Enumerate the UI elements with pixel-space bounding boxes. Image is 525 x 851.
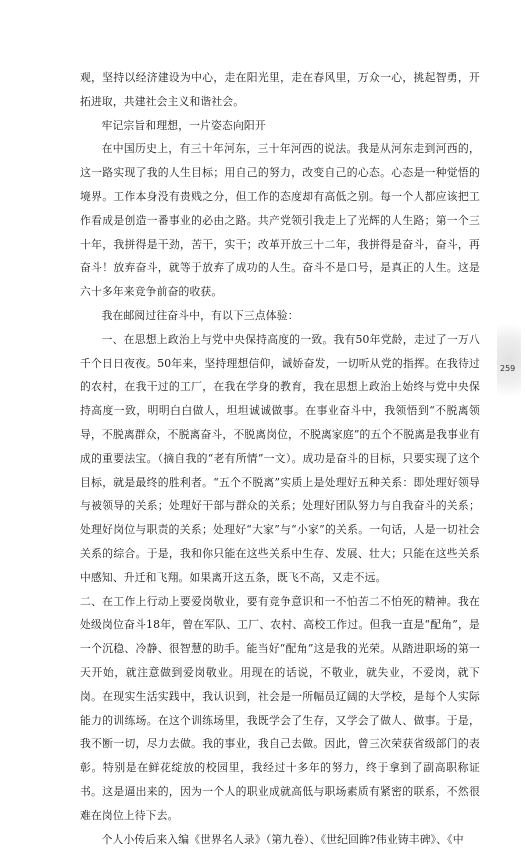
paragraph-point-one: 一、在思想上政治上与党中央保持高度的一致。我有50年党龄，走过了一万八千个日日夜夜。50年来，坚持理想信仰，诚娇奋发，一切听从党的指挥。在我待过的农村，在我干过的工厂，在我在学身的教育，我在思想上政治上始终与党中央保持高度一致，明明白白做人，坦坦诚诚做事。在事业奋斗中，我领悟到“不脱离领导，不脱离群众，不脱离奋斗，不脱离岗位，不脱离家庭”的五个不脱离是我事业有成的重要法宝。（摘自我的“老有所情”一文）。成功是奋斗的目标，只要实现了这个目标，就是最终的胜利者。“五个不脱离”实质上是处理好五种关系：即处理好领导与被领导的关系；处理好干部与群众的关系；处理好团队努力与自我奋斗的关系；处理好岗位与职责的关系；处理好“大家”与“小家”的关系。一句话，人是一切社会关系的综合。于是，我和你只能在这些关系中生存、发展、壮大；只能在这些关系中感知、升迁和飞翔。如果离开这五条，既飞不高，又走不远。 bbox=[80, 328, 480, 590]
paragraph: 在中国历史上，有三十年河东，三十年河西的说法。我是从河东走到河西的，这一路实现了我的人生目标；用自己的努力，改变自己的心态。心态是一种觉悟的境界。工作本身没有贵贱之分，但工作的态度却有高低之别。每一个人都应该把工作看成是创造一番事业的必由之路。共产党领引我走上了光辉的人生路；第一个三十年，我拼得是干劲，苦干，实干；改革开放三十二年，我拼得是奋斗，奋斗，再奋斗！放弃奋斗，就等于放弃了成功的人生。奋斗不是口号，是真正的人生。这是六十多年来竞争前奋的收获。 bbox=[80, 137, 480, 304]
paragraph: 我在邮阅过往奋斗中，有以下三点体验： bbox=[80, 304, 480, 328]
paragraph: 个人小传后来入编《世界名人录》（第九卷）、《世纪回眸?伟业铸丰碑》、《中 bbox=[80, 828, 480, 851]
page-edge-tab bbox=[497, 312, 521, 408]
paragraph-point-two: 二、在工作上行动上要爱岗敬业，要有竞争意识和一不怕苦二不怕死的精神。我在处级岗位奋斗18年，曾在军队、工厂、农村、高校工作过。但我一直是“配角”，是一个沉稳、冷静、很智慧的助手。能当好“配角”这是我的光荣。从踏进职场的第一天开始，就注意做到爱岗敬业。用现在的话说，不敬业，就失业，不爱岗，就下岗。在现实生活实践中，我认识到，社会是一所幅员辽阔的大学校，是每个人实际能力的训练场。在这个训练场里，我既学会了生存，又学会了做人、做事。于是，我不断一切，尽力去做。我的事业，我自己去做。因此，曾三次荣获省级部门的表彰。特别是在鲜花绽放的校园里，我经过十多年的努力，终于拿到了副高职称证书。这是逼出来的，因为一个人的职业成就高低与职场素质有紧密的联系，不然很难在岗位上待下去。 bbox=[80, 590, 480, 828]
page-number: 259 bbox=[500, 364, 515, 373]
section-heading: 牢记宗旨和理想，一片姿态向阳开 bbox=[80, 114, 480, 138]
paragraph-continuation: 观，坚持以经济建设为中心，走在阳光里，走在春风里，万众一心，挑起智勇，开拓进取，共建社会主义和谐社会。 bbox=[80, 66, 480, 114]
body-text bbox=[80, 66, 480, 851]
